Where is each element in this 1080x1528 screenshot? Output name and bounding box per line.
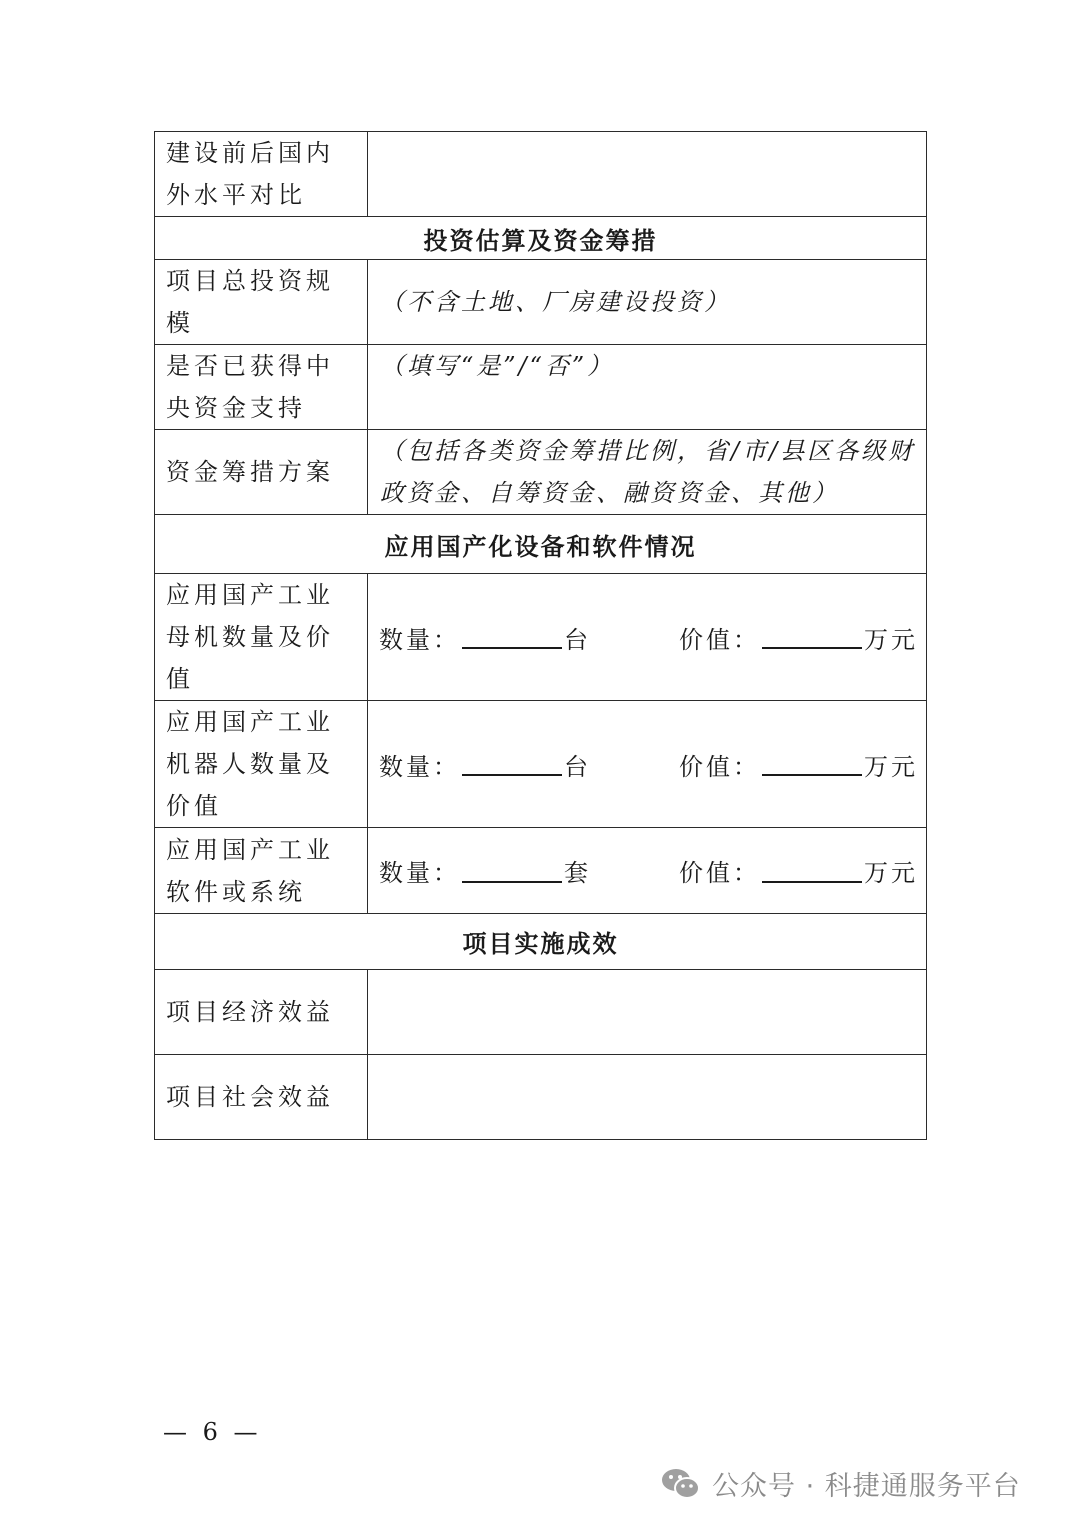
economic-label: 项目经济效益 bbox=[166, 998, 334, 1026]
unit-label: 台 bbox=[564, 625, 591, 654]
central-fund-hint: （填写“是”/“否”） bbox=[380, 352, 615, 380]
table-row bbox=[155, 1055, 927, 1140]
application-form-table bbox=[154, 131, 927, 1140]
machine-tool-value-cell bbox=[368, 574, 927, 701]
central-fund-value-cell[interactable] bbox=[368, 345, 927, 430]
funding-plan-hint: （包括各类资金筹措比例，省/市/县区各级财政资金、自筹资金、融资资金、其他） bbox=[380, 437, 916, 507]
machine-tool-label-cell bbox=[155, 574, 368, 701]
results-section-title: 项目实施成效 bbox=[155, 914, 927, 970]
table-row bbox=[155, 132, 927, 217]
economic-label-cell bbox=[155, 970, 368, 1055]
table-row bbox=[155, 701, 927, 828]
total-investment-hint: （不含土地、厂房建设投资） bbox=[380, 288, 731, 316]
machine-tool-label: 应用国产工业母机数量及价值 bbox=[166, 581, 334, 693]
total-investment-label-cell bbox=[155, 260, 368, 345]
qty-label: 数量： bbox=[379, 625, 460, 654]
comparison-label: 建设前后国内外水平对比 bbox=[166, 139, 334, 209]
funding-plan-value-cell[interactable] bbox=[368, 430, 927, 515]
total-investment-value-cell[interactable] bbox=[368, 260, 927, 345]
machine-tool-fields bbox=[368, 620, 926, 655]
software-label-cell bbox=[155, 828, 368, 914]
money-unit-label: 万元 bbox=[864, 625, 918, 654]
software-qty-blank[interactable] bbox=[462, 859, 562, 883]
table-row bbox=[155, 260, 927, 345]
funding-plan-label: 资金筹措方案 bbox=[166, 458, 334, 486]
social-label-cell bbox=[155, 1055, 368, 1140]
investment-section-title: 投资估算及资金筹措 bbox=[155, 217, 927, 260]
central-fund-label: 是否已获得中央资金支持 bbox=[166, 352, 334, 422]
machine-tool-qty-blank[interactable] bbox=[462, 625, 562, 649]
page-number: — 6 — bbox=[163, 1418, 262, 1446]
watermark-text: 公众号 · 科捷通服务平台 bbox=[712, 1471, 1021, 1502]
social-value-cell[interactable] bbox=[368, 1055, 927, 1140]
table-row bbox=[155, 970, 927, 1055]
economic-value-cell[interactable] bbox=[368, 970, 927, 1055]
value-label: 价值： bbox=[679, 625, 760, 654]
money-unit-label: 万元 bbox=[864, 859, 918, 887]
wechat-icon bbox=[660, 1466, 702, 1502]
robot-qty-blank[interactable] bbox=[462, 752, 562, 776]
robot-label: 应用国产工业机器人数量及价值 bbox=[166, 708, 334, 820]
software-value-blank[interactable] bbox=[762, 859, 862, 883]
qty-label: 数量： bbox=[379, 859, 460, 887]
central-fund-label-cell bbox=[155, 345, 368, 430]
table-row bbox=[155, 345, 927, 430]
software-value-cell bbox=[368, 828, 927, 914]
machine-tool-value-blank[interactable] bbox=[762, 625, 862, 649]
software-fields bbox=[368, 853, 926, 888]
value-label: 价值： bbox=[679, 752, 760, 781]
robot-value-cell bbox=[368, 701, 927, 828]
robot-fields bbox=[368, 747, 926, 782]
table-row bbox=[155, 828, 927, 914]
software-label: 应用国产工业软件或系统 bbox=[166, 835, 334, 906]
table-row bbox=[155, 515, 927, 574]
social-label: 项目社会效益 bbox=[166, 1083, 334, 1111]
unit-label: 台 bbox=[564, 752, 591, 781]
value-label: 价值： bbox=[679, 859, 760, 887]
watermark bbox=[660, 1464, 1021, 1503]
table-row bbox=[155, 574, 927, 701]
table-row bbox=[155, 430, 927, 515]
comparison-value-cell[interactable] bbox=[368, 132, 927, 217]
robot-value-blank[interactable] bbox=[762, 752, 862, 776]
funding-plan-label-cell bbox=[155, 430, 368, 515]
unit-label: 套 bbox=[564, 859, 591, 887]
comparison-label-cell bbox=[155, 132, 368, 217]
money-unit-label: 万元 bbox=[864, 752, 918, 781]
domestic-section-title: 应用国产化设备和软件情况 bbox=[155, 515, 927, 574]
table-row bbox=[155, 914, 927, 970]
total-investment-label: 项目总投资规模 bbox=[166, 267, 334, 337]
qty-label: 数量： bbox=[379, 752, 460, 781]
table-row bbox=[155, 217, 927, 260]
robot-label-cell bbox=[155, 701, 368, 828]
